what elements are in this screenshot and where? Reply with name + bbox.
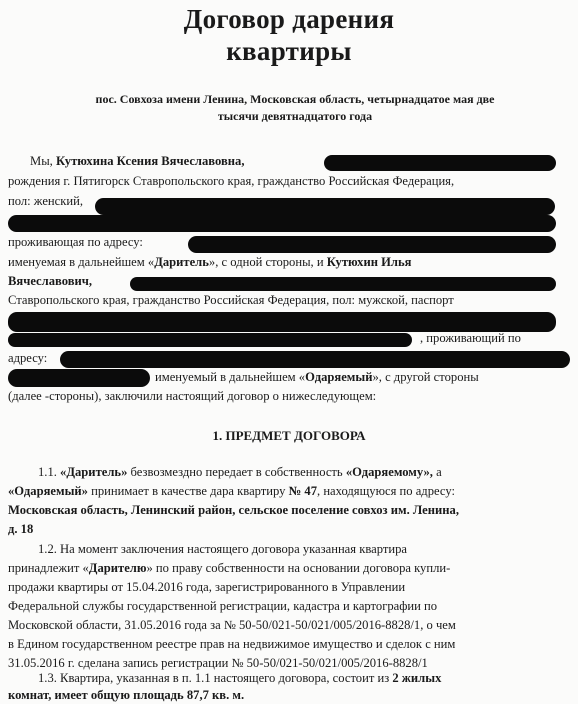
redaction-6 [8, 312, 556, 332]
document-title-line-1: Договор дарения [183, 4, 395, 34]
party-line-1: Мы, Кутюхина Ксения Вячеславовна, [30, 154, 245, 168]
document-title-line-2: квартиры [226, 36, 352, 66]
clause-1-3-line-1: 1.3. Квартира, указанная в п. 1.1 настоящего договора, состоит из 2 жилых [38, 671, 442, 685]
clause-1-1-line-1: 1.1. «Даритель» безвозмездно передает в собственность «Одаряемому», а [38, 465, 442, 479]
redaction-8 [60, 351, 570, 368]
clause-1-2-line-2: принадлежит «Дарителю» по праву собственности на основании договора купли- [8, 561, 451, 575]
redaction-9 [8, 369, 150, 387]
party-line-5: именуемая в дальнейшем «Даритель», с одной стороны, и Кутюхин Илья [8, 255, 412, 269]
clause-1-2-line-4: Федеральной службы государственной регистрации, кадастра и картографии по [8, 599, 438, 613]
redaction-3 [8, 215, 556, 232]
redaction-7 [8, 333, 412, 347]
party-line-7: Ставропольского края, гражданство Российская Федерация, пол: мужской, паспорт [8, 293, 454, 307]
party-line-11: (далее -стороны), заключили настоящий договор о нижеследующем: [8, 389, 377, 403]
redaction-2 [95, 198, 555, 215]
party-line-6: Вячеславович, [8, 274, 93, 288]
clause-1-1-line-3: Московская область, Ленинский район, сельское поселение совхоз им. Ленина, [8, 503, 459, 517]
redaction-4 [188, 236, 556, 253]
place-date-line-1: пос. Совхоза имени Ленина, Московская область, четырнадцатое мая две [95, 92, 495, 106]
place-date-line-2: тысячи девятнадцатого года [217, 109, 373, 123]
party-line-2: рождения г. Пятигорск Ставропольского края, гражданство Российская Федерация, [8, 174, 455, 188]
party-line-10: именуемый в дальнейшем «Одаряемый», с другой стороны [155, 370, 479, 384]
redaction-1 [324, 155, 556, 171]
party-line-8: , проживающий по [420, 331, 521, 345]
clause-1-2-line-7: 31.05.2016 г. сделана запись регистрации № 50-50/021-50/021/005/2016-8828/1 [8, 656, 428, 670]
clause-1-2-line-6: в Едином государственном реестре прав на недвижимое имущество и сделок с ним [8, 637, 456, 651]
party-line-4: проживающая по адресу: [8, 235, 143, 249]
party-line-9: адресу: [8, 351, 48, 365]
clause-1-1-line-2: «Одаряемый» принимает в качестве дара квартиру № 47, находящуюся по адресу: [8, 484, 455, 498]
clause-1-2-line-1: 1.2. На момент заключения настоящего договора указанная квартира [38, 542, 407, 556]
clause-1-3-line-2: комнат, имеет общую площадь 87,7 кв. м. [8, 688, 245, 702]
section-heading: 1. ПРЕДМЕТ ДОГОВОРА [212, 428, 366, 443]
party-line-3: пол: женский, [8, 194, 84, 208]
clause-1-1-line-4: д. 18 [8, 522, 34, 536]
redaction-5 [130, 277, 556, 291]
clause-1-2-line-3: продажи квартиры от 15.04.2016 года, зарегистрированного в Управлении [8, 580, 406, 594]
clause-1-2-line-5: Московской области, 31.05.2016 года за № 50-50/021-50/021/005/2016-8828/1, о чем [8, 618, 456, 632]
